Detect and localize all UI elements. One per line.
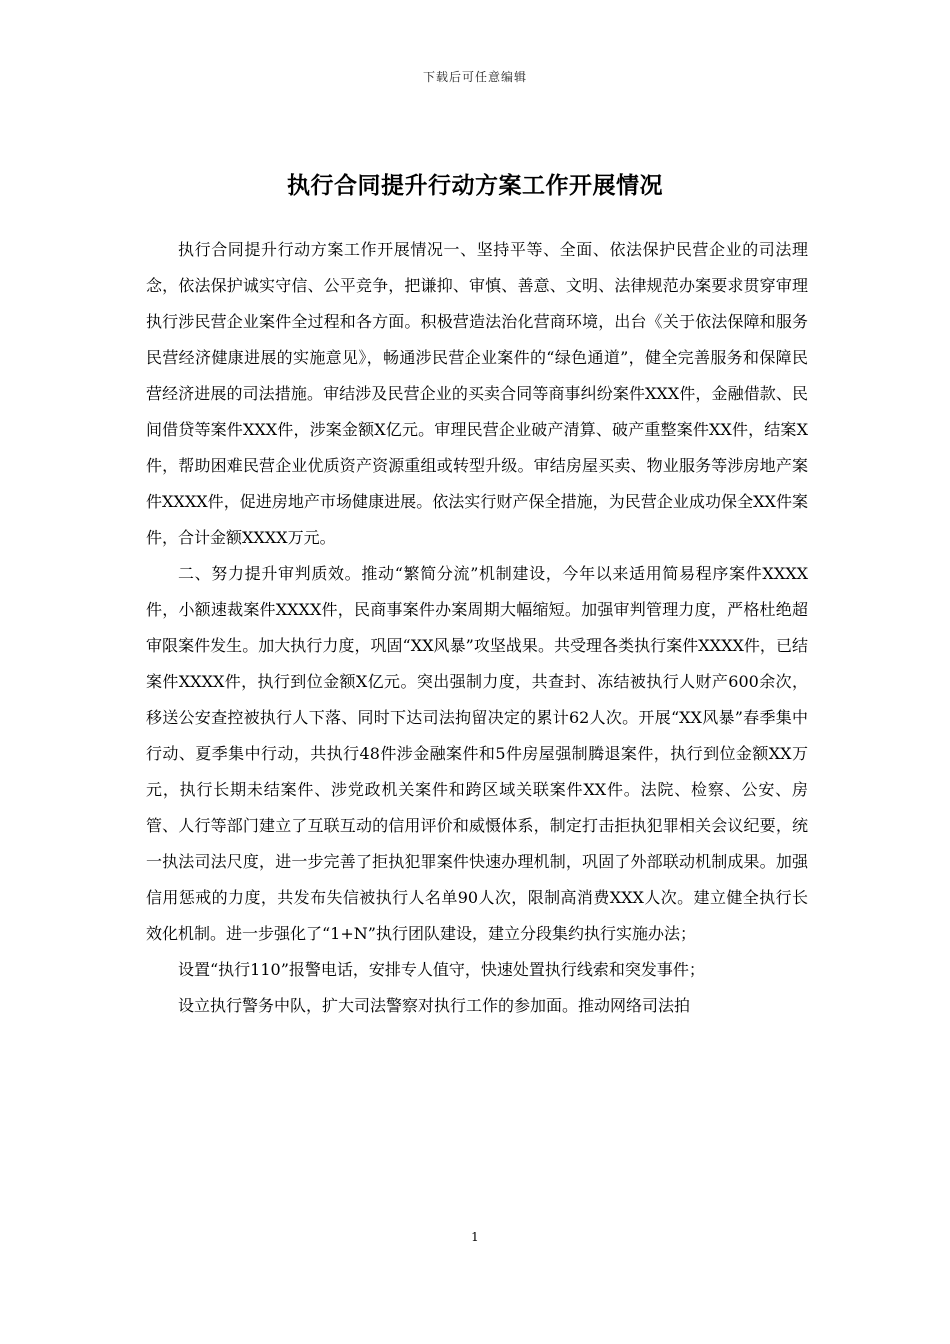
document-title: 执行合同提升行动方案工作开展情况 <box>287 172 663 200</box>
page-header-note: 下载后可任意编辑 <box>422 70 527 84</box>
body-paragraph: 二、努力提升审判质效。推动“繁简分流”机制建设，今年以来适用简易程序案件XXXX件，小额速裁案件XXXX件，民商事案件办案周期大幅缩短。加强审判管理力度，严格杜绝超审限案件发生。加大执行力度，巩固“XX风暴”攻坚战果。共受理各类执行案件XXXX件，已结案件XXXX件，执行到位金额X亿元。突出强制力度，共查封、冻结被执行人财产600余次，移送公安查控被执行人下落、同时下达司法拘留决定的累计62人次。开展“XX风暴”春季集中行动、夏季集中行动，共执行48件涉金融案件和5件房屋强制腾退案件，执行到位金额XX万元，执行长期未结案件、涉党政机关案件和跨区域关联案件XX件。法院、检察、公安、房管、人行等部门建立了互联互动的信用评价和威慑体系，制定打击拒执犯罪相关会议纪要，统一执法司法尺度，进一步完善了拒执犯罪案件快速办理机制，巩固了外部联动机制成果。加强信用惩戒的力度，共发布失信被执行人名单90人次，限制高消费XXX人次。建立健全执行长效化机制。进一步强化了“1+N”执行团队建设，建立分段集约执行实施办法； <box>146 564 808 943</box>
body-paragraph: 执行合同提升行动方案工作开展情况一、坚持平等、全面、依法保护民营企业的司法理念，依法保护诚实守信、公平竞争，把谦抑、审慎、善意、文明、法律规范办案要求贯穿审理执行涉民营企业案件全过程和各方面。积极营造法治化营商环境，出台《关于依法保障和服务民营经济健康进展的实施意见》，畅通涉民营企业案件的“绿色通道”，健全完善服务和保障民营经济进展的司法措施。审结涉及民营企业的买卖合同等商事纠纷案件XXX件，金融借款、民间借贷等案件XXX件，涉案金额X亿元。审理民营企业破产清算、破产重整案件XX件，结案X件，帮助困难民营企业优质资产资源重组或转型升级。审结房屋买卖、物业服务等涉房地产案件XXXX件，促进房地产市场健康进展。依法实行财产保全措施，为民营企业成功保全XX件案件，合计金额XXXX万元。 <box>146 240 808 547</box>
body-paragraph: 设立执行警务中队，扩大司法警察对执行工作的参加面。推动网络司法拍 <box>178 996 691 1015</box>
page-number: 1 <box>471 1230 479 1244</box>
body-paragraph: 设置“执行110”报警电话，安排专人值守，快速处置执行线索和突发事件； <box>178 960 705 979</box>
document-body <box>146 232 808 1024</box>
